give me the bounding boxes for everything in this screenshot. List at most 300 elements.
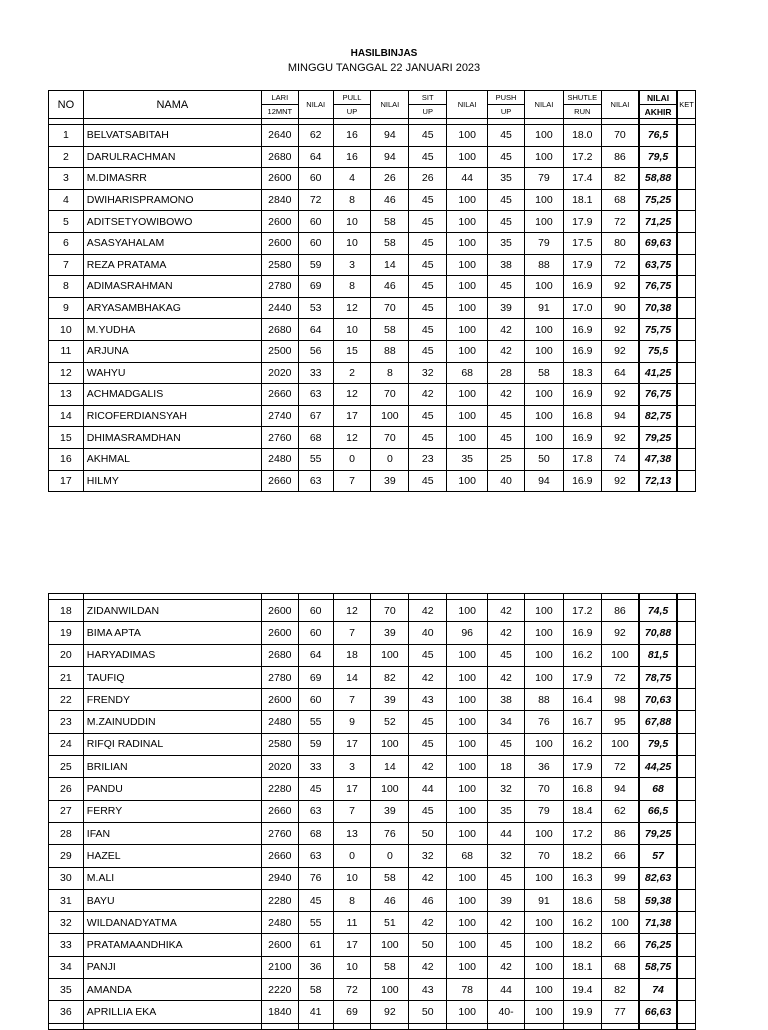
cell-nilai-pull: 100 <box>371 733 409 755</box>
cell-lari: 2020 <box>261 362 298 384</box>
cell-lari: 2680 <box>261 644 298 666</box>
cell-nilai-sit: 35 <box>447 448 488 470</box>
cell-nilai-push: 100 <box>524 384 563 406</box>
cell-ket <box>677 405 696 427</box>
cell-nilai-push: 88 <box>524 254 563 276</box>
cell-nilai-lari: 59 <box>298 254 333 276</box>
cell-nilai-pull: 39 <box>371 689 409 711</box>
cell-shutle-run: 16.9 <box>563 470 601 492</box>
cell-lari: 2780 <box>261 276 298 298</box>
cell-nama: DARULRACHMAN <box>83 146 261 168</box>
cell-nilai-akhir: 75,75 <box>639 319 677 341</box>
cell-nama: WAHYU <box>83 362 261 384</box>
cell-nilai-push: 100 <box>524 622 563 644</box>
cell-nilai-akhir: 78,75 <box>639 666 677 688</box>
cell-sit-up: 45 <box>409 146 447 168</box>
cell-lari: 2760 <box>261 427 298 449</box>
cell-sit-up: 42 <box>409 666 447 688</box>
cell-shutle-run: 18.1 <box>563 956 601 978</box>
cell-no: 33 <box>49 934 84 956</box>
cell-nilai-lari: 59 <box>298 733 333 755</box>
cell-sit-up: 43 <box>409 979 447 1001</box>
table-body-2 <box>49 600 696 1024</box>
table-row <box>49 733 696 755</box>
cell-nilai-sit: 100 <box>447 276 488 298</box>
col-header-sit-sub: UP <box>409 105 447 119</box>
cell-push-up: 45 <box>488 211 525 233</box>
cell-nama: ZIDANWILDAN <box>83 600 261 622</box>
cell-nama: RIFQI RADINAL <box>83 733 261 755</box>
cell-nilai-sit: 100 <box>447 470 488 492</box>
cell-nilai-sit: 100 <box>447 822 488 844</box>
table-row <box>49 254 696 276</box>
cell-nilai-sit: 100 <box>447 666 488 688</box>
cell-ket <box>677 276 696 298</box>
table-row <box>49 956 696 978</box>
cell-sit-up: 46 <box>409 889 447 911</box>
cell-nilai-push: 100 <box>524 189 563 211</box>
cell-nilai-akhir: 66,5 <box>639 800 677 822</box>
cell-no: 2 <box>49 146 84 168</box>
cell-nilai-lari: 55 <box>298 912 333 934</box>
cell-nama: HILMY <box>83 470 261 492</box>
cell-shutle-run: 17.2 <box>563 822 601 844</box>
cell-shutle-run: 18.3 <box>563 362 601 384</box>
cell-nilai-akhir: 82,63 <box>639 867 677 889</box>
table-row <box>49 711 696 733</box>
cell-nilai-akhir: 82,75 <box>639 405 677 427</box>
cell-nama: REZA PRATAMA <box>83 254 261 276</box>
cell-nilai-akhir: 72,13 <box>639 470 677 492</box>
cell-nilai-pull: 51 <box>371 912 409 934</box>
cell-nilai-shutle: 70 <box>601 125 639 147</box>
cell-push-up: 42 <box>488 384 525 406</box>
cell-nilai-akhir: 75,5 <box>639 340 677 362</box>
cell-shutle-run: 17.0 <box>563 297 601 319</box>
cell-nilai-push: 100 <box>524 600 563 622</box>
cell-nilai-sit: 68 <box>447 845 488 867</box>
cell-nilai-push: 100 <box>524 319 563 341</box>
cell-no: 24 <box>49 733 84 755</box>
cell-nama: M.YUDHA <box>83 319 261 341</box>
cell-nilai-sit: 100 <box>447 756 488 778</box>
cell-nilai-shutle: 92 <box>601 427 639 449</box>
table-row <box>49 405 696 427</box>
cell-shutle-run: 17.5 <box>563 232 601 254</box>
cell-pull-up: 12 <box>333 384 371 406</box>
cell-nilai-sit: 100 <box>447 125 488 147</box>
cell-shutle-run: 16.8 <box>563 778 601 800</box>
cell-pull-up: 17 <box>333 934 371 956</box>
cell-nilai-shutle: 72 <box>601 756 639 778</box>
cell-ket <box>677 600 696 622</box>
cell-lari: 2660 <box>261 470 298 492</box>
cell-pull-up: 10 <box>333 232 371 254</box>
cell-nama: M.ZAINUDDIN <box>83 711 261 733</box>
table-row <box>49 125 696 147</box>
cell-no: 10 <box>49 319 84 341</box>
table-row <box>49 822 696 844</box>
cell-sit-up: 42 <box>409 956 447 978</box>
cell-ket <box>677 689 696 711</box>
cell-nilai-shutle: 86 <box>601 146 639 168</box>
cell-ket <box>677 362 696 384</box>
cell-nilai-sit: 100 <box>447 146 488 168</box>
cell-nilai-lari: 60 <box>298 689 333 711</box>
cell-nilai-push: 91 <box>524 297 563 319</box>
cell-shutle-run: 16.2 <box>563 733 601 755</box>
table-row <box>49 934 696 956</box>
cell-pull-up: 0 <box>333 448 371 470</box>
cell-nilai-pull: 39 <box>371 622 409 644</box>
cell-pull-up: 7 <box>333 470 371 492</box>
cell-nilai-akhir: 71,38 <box>639 912 677 934</box>
cell-nilai-akhir: 79,25 <box>639 822 677 844</box>
cell-nilai-push: 58 <box>524 362 563 384</box>
cell-lari: 2440 <box>261 297 298 319</box>
cell-nilai-pull: 70 <box>371 427 409 449</box>
table-row <box>49 448 696 470</box>
cell-nilai-push: 100 <box>524 912 563 934</box>
cell-nama: M.ALI <box>83 867 261 889</box>
cell-nilai-akhir: 71,25 <box>639 211 677 233</box>
cell-sit-up: 45 <box>409 232 447 254</box>
cell-nilai-push: 79 <box>524 232 563 254</box>
cell-nilai-push: 76 <box>524 711 563 733</box>
cell-ket <box>677 211 696 233</box>
cell-nilai-lari: 60 <box>298 232 333 254</box>
cell-nilai-shutle: 100 <box>601 733 639 755</box>
cell-nilai-lari: 33 <box>298 362 333 384</box>
cell-ket <box>677 867 696 889</box>
cell-push-up: 42 <box>488 600 525 622</box>
table-row <box>49 189 696 211</box>
cell-nilai-pull: 70 <box>371 600 409 622</box>
cell-nilai-shutle: 99 <box>601 867 639 889</box>
cell-nilai-sit: 100 <box>447 232 488 254</box>
cell-no: 17 <box>49 470 84 492</box>
cell-nilai-sit: 100 <box>447 600 488 622</box>
cell-nilai-pull: 76 <box>371 822 409 844</box>
cell-nilai-lari: 63 <box>298 384 333 406</box>
cell-push-up: 45 <box>488 276 525 298</box>
cell-nama: M.DIMASRR <box>83 168 261 190</box>
cell-nilai-shutle: 77 <box>601 1001 639 1023</box>
col-header-ket: KET <box>677 91 696 119</box>
cell-nilai-lari: 69 <box>298 276 333 298</box>
cell-nilai-shutle: 72 <box>601 254 639 276</box>
page-subtitle: MINGGU TANGGAL 22 JANUARI 2023 <box>287 62 481 74</box>
cell-nilai-push: 100 <box>524 1001 563 1023</box>
cell-sit-up: 45 <box>409 254 447 276</box>
cell-lari: 2600 <box>261 168 298 190</box>
cell-nilai-sit: 100 <box>447 189 488 211</box>
cell-ket <box>677 622 696 644</box>
cell-lari: 2660 <box>261 384 298 406</box>
cell-nama: AMANDA <box>83 979 261 1001</box>
cell-ket <box>677 711 696 733</box>
cell-push-up: 39 <box>488 889 525 911</box>
cell-shutle-run: 16.9 <box>563 427 601 449</box>
cell-pull-up: 17 <box>333 733 371 755</box>
cell-no: 36 <box>49 1001 84 1023</box>
cell-pull-up: 72 <box>333 979 371 1001</box>
table-row <box>49 319 696 341</box>
cell-push-up: 35 <box>488 232 525 254</box>
cell-nilai-shutle: 72 <box>601 211 639 233</box>
cell-nilai-pull: 58 <box>371 867 409 889</box>
cell-nilai-push: 79 <box>524 168 563 190</box>
cell-ket <box>677 254 696 276</box>
col-header-nilai: NILAI <box>447 91 488 119</box>
col-header-sit: SIT <box>409 91 447 105</box>
cell-nilai-sit: 100 <box>447 711 488 733</box>
col-header-no: NO <box>49 91 84 119</box>
col-header-nilai: NILAI <box>524 91 563 119</box>
table-body-1 <box>49 125 696 492</box>
spacer-row <box>49 1023 696 1029</box>
cell-push-up: 45 <box>488 427 525 449</box>
cell-push-up: 38 <box>488 254 525 276</box>
cell-shutle-run: 16.8 <box>563 405 601 427</box>
cell-pull-up: 8 <box>333 276 371 298</box>
header-row <box>49 91 696 105</box>
cell-ket <box>677 845 696 867</box>
col-header-nilai: NILAI <box>601 91 639 119</box>
cell-shutle-run: 17.9 <box>563 254 601 276</box>
cell-nilai-sit: 100 <box>447 733 488 755</box>
page-title: HASILBINJAS <box>350 48 418 59</box>
cell-shutle-run: 16.2 <box>563 912 601 934</box>
cell-nilai-pull: 58 <box>371 956 409 978</box>
cell-nilai-push: 100 <box>524 125 563 147</box>
cell-push-up: 34 <box>488 711 525 733</box>
cell-ket <box>677 125 696 147</box>
cell-sit-up: 45 <box>409 427 447 449</box>
cell-lari: 2600 <box>261 689 298 711</box>
cell-push-up: 38 <box>488 689 525 711</box>
table-row <box>49 427 696 449</box>
cell-nilai-pull: 94 <box>371 146 409 168</box>
col-header-nilai-akhir: NILAI <box>639 91 677 105</box>
cell-no: 35 <box>49 979 84 1001</box>
cell-nilai-lari: 64 <box>298 644 333 666</box>
cell-lari: 1840 <box>261 1001 298 1023</box>
cell-ket <box>677 666 696 688</box>
cell-nilai-shutle: 92 <box>601 384 639 406</box>
cell-sit-up: 45 <box>409 644 447 666</box>
table-row <box>49 232 696 254</box>
cell-nilai-push: 100 <box>524 666 563 688</box>
cell-nilai-akhir: 76,25 <box>639 934 677 956</box>
cell-no: 9 <box>49 297 84 319</box>
cell-nama: BELVATSABITAH <box>83 125 261 147</box>
cell-nilai-shutle: 80 <box>601 232 639 254</box>
cell-shutle-run: 16.2 <box>563 644 601 666</box>
cell-lari: 2500 <box>261 340 298 362</box>
col-header-lari: LARI <box>261 91 298 105</box>
cell-nilai-lari: 41 <box>298 1001 333 1023</box>
col-header-shutle-sub: RUN <box>563 105 601 119</box>
cell-lari: 2780 <box>261 666 298 688</box>
cell-lari: 2600 <box>261 934 298 956</box>
cell-push-up: 45 <box>488 934 525 956</box>
cell-nama: WILDANADYATMA <box>83 912 261 934</box>
cell-push-up: 45 <box>488 405 525 427</box>
table-row <box>49 340 696 362</box>
cell-lari: 2020 <box>261 756 298 778</box>
col-header-shutle: SHUTLE <box>563 91 601 105</box>
cell-ket <box>677 1001 696 1023</box>
table-row <box>49 211 696 233</box>
cell-nilai-lari: 55 <box>298 711 333 733</box>
cell-nilai-akhir: 76,5 <box>639 125 677 147</box>
cell-nilai-push: 100 <box>524 340 563 362</box>
cell-nama: DHIMASRAMDHAN <box>83 427 261 449</box>
cell-nilai-sit: 100 <box>447 778 488 800</box>
cell-nilai-push: 100 <box>524 956 563 978</box>
cell-nilai-pull: 88 <box>371 340 409 362</box>
cell-ket <box>677 800 696 822</box>
cell-nilai-akhir: 44,25 <box>639 756 677 778</box>
cell-nilai-lari: 55 <box>298 448 333 470</box>
cell-ket <box>677 146 696 168</box>
cell-nilai-shutle: 100 <box>601 644 639 666</box>
cell-pull-up: 16 <box>333 146 371 168</box>
cell-push-up: 32 <box>488 845 525 867</box>
cell-pull-up: 11 <box>333 912 371 934</box>
cell-pull-up: 12 <box>333 427 371 449</box>
cell-no: 27 <box>49 800 84 822</box>
cell-nilai-shutle: 100 <box>601 912 639 934</box>
cell-no: 13 <box>49 384 84 406</box>
cell-nilai-akhir: 47,38 <box>639 448 677 470</box>
cell-pull-up: 12 <box>333 600 371 622</box>
cell-ket <box>677 470 696 492</box>
col-header-lari-sub: 12MNT <box>261 105 298 119</box>
cell-no: 21 <box>49 666 84 688</box>
results-table-1 <box>48 90 696 492</box>
cell-nilai-lari: 72 <box>298 189 333 211</box>
cell-pull-up: 4 <box>333 168 371 190</box>
cell-no: 4 <box>49 189 84 211</box>
cell-nilai-push: 100 <box>524 427 563 449</box>
cell-push-up: 42 <box>488 340 525 362</box>
cell-push-up: 45 <box>488 189 525 211</box>
cell-sit-up: 45 <box>409 470 447 492</box>
cell-nilai-lari: 60 <box>298 600 333 622</box>
cell-nama: HAZEL <box>83 845 261 867</box>
cell-nama: RICOFERDIANSYAH <box>83 405 261 427</box>
cell-shutle-run: 16.9 <box>563 319 601 341</box>
cell-nilai-push: 50 <box>524 448 563 470</box>
table-row <box>49 689 696 711</box>
cell-nilai-lari: 63 <box>298 800 333 822</box>
col-header-push: PUSH <box>488 91 525 105</box>
cell-nilai-pull: 0 <box>371 448 409 470</box>
cell-nilai-lari: 45 <box>298 889 333 911</box>
cell-lari: 2480 <box>261 448 298 470</box>
table-row <box>49 845 696 867</box>
cell-nilai-lari: 36 <box>298 956 333 978</box>
cell-ket <box>677 733 696 755</box>
cell-shutle-run: 18.4 <box>563 800 601 822</box>
cell-shutle-run: 17.2 <box>563 600 601 622</box>
cell-nilai-shutle: 92 <box>601 319 639 341</box>
cell-nilai-push: 100 <box>524 146 563 168</box>
cell-pull-up: 18 <box>333 644 371 666</box>
table-row <box>49 470 696 492</box>
cell-nilai-push: 100 <box>524 979 563 1001</box>
cell-nilai-akhir: 59,38 <box>639 889 677 911</box>
cell-push-up: 35 <box>488 800 525 822</box>
cell-nilai-shutle: 66 <box>601 845 639 867</box>
cell-shutle-run: 16.3 <box>563 867 601 889</box>
cell-nilai-sit: 100 <box>447 889 488 911</box>
cell-nilai-akhir: 70,88 <box>639 622 677 644</box>
cell-pull-up: 14 <box>333 666 371 688</box>
cell-nilai-pull: 46 <box>371 276 409 298</box>
cell-sit-up: 26 <box>409 168 447 190</box>
cell-nilai-push: 100 <box>524 644 563 666</box>
cell-ket <box>677 979 696 1001</box>
cell-nilai-akhir: 79,5 <box>639 146 677 168</box>
cell-nilai-shutle: 68 <box>601 956 639 978</box>
cell-nama: APRILLIA EKA <box>83 1001 261 1023</box>
cell-nilai-lari: 56 <box>298 340 333 362</box>
cell-nilai-akhir: 68 <box>639 778 677 800</box>
cell-nilai-pull: 58 <box>371 211 409 233</box>
cell-sit-up: 42 <box>409 756 447 778</box>
cell-nilai-lari: 63 <box>298 845 333 867</box>
cell-shutle-run: 16.9 <box>563 622 601 644</box>
cell-nilai-pull: 39 <box>371 470 409 492</box>
cell-ket <box>677 319 696 341</box>
cell-pull-up: 7 <box>333 622 371 644</box>
cell-sit-up: 23 <box>409 448 447 470</box>
cell-push-up: 42 <box>488 319 525 341</box>
cell-push-up: 42 <box>488 666 525 688</box>
table-row <box>49 912 696 934</box>
cell-push-up: 18 <box>488 756 525 778</box>
cell-nilai-push: 88 <box>524 689 563 711</box>
cell-shutle-run: 16.4 <box>563 689 601 711</box>
cell-lari: 2760 <box>261 822 298 844</box>
cell-lari: 2220 <box>261 979 298 1001</box>
cell-pull-up: 9 <box>333 711 371 733</box>
cell-nilai-pull: 100 <box>371 778 409 800</box>
cell-ket <box>677 912 696 934</box>
cell-shutle-run: 18.2 <box>563 934 601 956</box>
cell-push-up: 45 <box>488 644 525 666</box>
cell-pull-up: 0 <box>333 845 371 867</box>
cell-nilai-pull: 82 <box>371 666 409 688</box>
cell-nilai-pull: 58 <box>371 319 409 341</box>
cell-nilai-pull: 46 <box>371 189 409 211</box>
cell-nilai-push: 100 <box>524 822 563 844</box>
cell-nilai-lari: 60 <box>298 622 333 644</box>
cell-pull-up: 3 <box>333 756 371 778</box>
cell-nama: AKHMAL <box>83 448 261 470</box>
cell-sit-up: 42 <box>409 867 447 889</box>
cell-sit-up: 45 <box>409 211 447 233</box>
cell-pull-up: 12 <box>333 297 371 319</box>
cell-lari: 2600 <box>261 600 298 622</box>
cell-no: 22 <box>49 689 84 711</box>
cell-nama: BIMA APTA <box>83 622 261 644</box>
cell-nama: DWIHARISPRAMONO <box>83 189 261 211</box>
cell-nilai-pull: 26 <box>371 168 409 190</box>
